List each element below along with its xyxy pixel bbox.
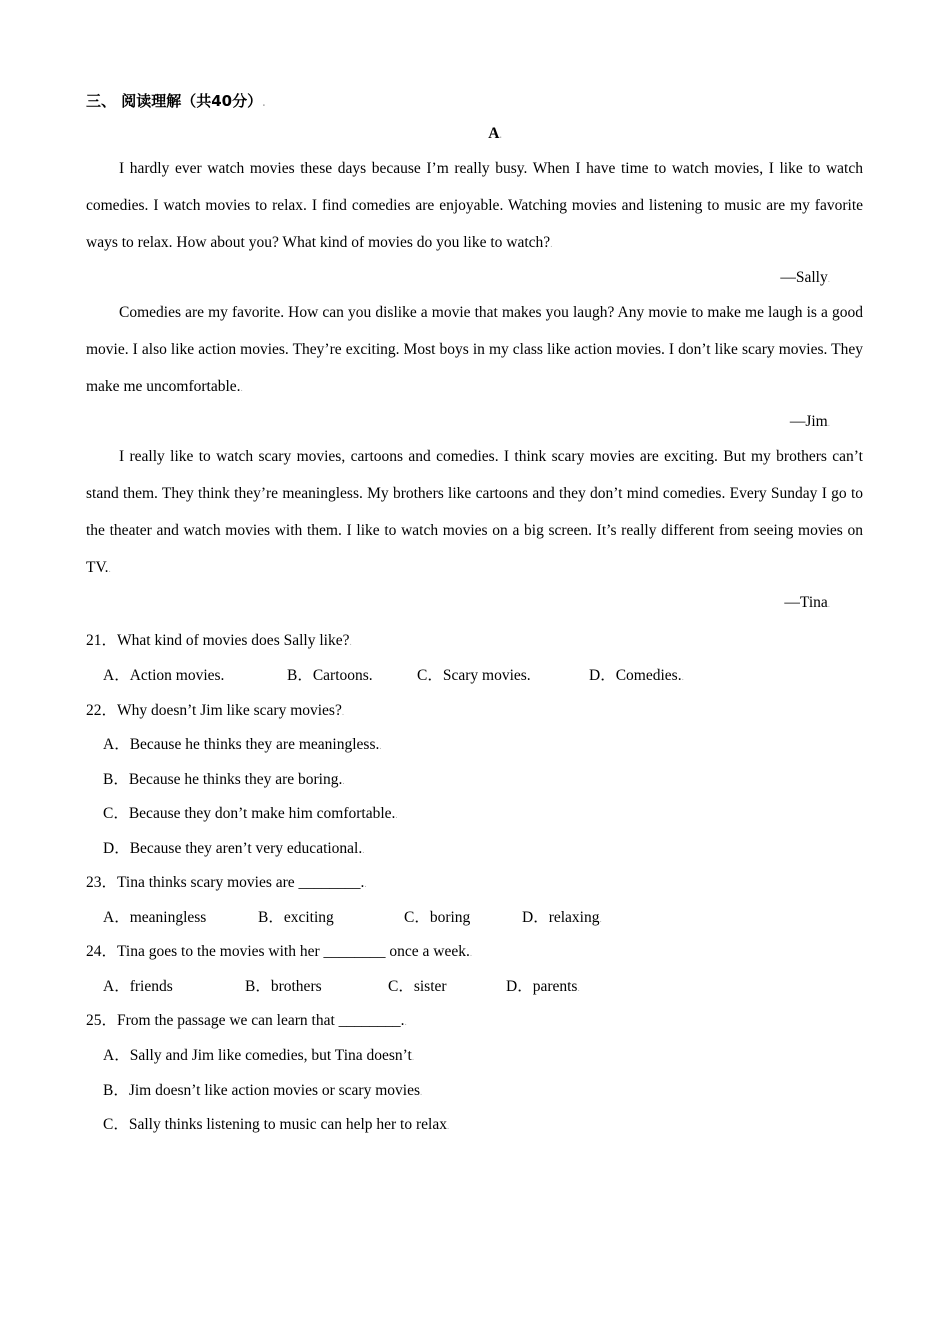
signature-sally: —Sally. [780,269,830,286]
question-25-option-c[interactable]: C．Sally thinks listening to music can help her to relax. [103,1116,450,1133]
question-24-stem: 24．Tina goes to the movies with her ________ once a week.. [86,943,473,960]
question-24-option-a[interactable]: A．friends [103,978,173,995]
passage-paragraph-sally: I hardly ever watch movies these days because I’m really busy. When I have time to watch movies, I like to watch comedies. I watch movies to relax. I find comedies are enjoyable. Watching movies and listening to music are my favorite ways to relax. How about you? What kind of movies do you like to watch?. [86,160,863,251]
passage-paragraph-tina: I really like to watch scary movies, cartoons and comedies. I think scary movies are exciting. But my brothers can’t stand them. They think they’re meaningless. My brothers like cartoons and they don’t mind comedies. Every Sunday I go to the theater and watch movies with them. I like to watch movies on a big screen. It’s really different from seeing movies on TV.. [86,448,863,576]
question-22-option-b[interactable]: B．Because he thinks they are boring.. [103,771,345,788]
question-23-option-a[interactable]: A．meaningless [103,909,207,926]
question-22-option-d[interactable]: D．Because they aren’t very educational.. [103,840,365,857]
question-21-option-b[interactable]: B．Cartoons. [287,667,373,684]
question-24-option-c[interactable]: C．sister [388,978,447,995]
question-22-option-a[interactable]: A．Because he thinks they are meaningless.. [103,736,382,753]
signature-jim: —Jim. [789,413,830,430]
passage-paragraph-jim: Comedies are my favorite. How can you dislike a movie that makes you laugh? Any movie to make me laugh is a good movie. I also like action movies. They’re exciting. Most boys in my class like action movies. I don’t like scary movies. They make me uncomfortable.. [86,304,863,395]
question-21-option-d[interactable]: D．Comedies.. [589,667,684,684]
question-25-option-a[interactable]: A．Sally and Jim like comedies, but Tina doesn’t. [103,1047,415,1064]
question-21-option-c[interactable]: C．Scary movies. [417,667,531,684]
question-25-option-b[interactable]: B．Jim doesn’t like action movies or scary movies. [103,1082,423,1099]
question-22-stem: 22．Why doesn’t Jim like scary movies?. [86,702,345,719]
question-24-option-b[interactable]: B．brothers [245,978,322,995]
question-25-stem: 25．From the passage we can learn that ________.. [86,1012,407,1029]
question-22-option-c[interactable]: C．Because they don’t make him comfortable.. [103,805,398,822]
question-23-option-b[interactable]: B．exciting [258,909,334,926]
passage-label: A. [488,125,502,142]
signature-tina: —Tina. [784,594,830,611]
question-21-stem: 21．What kind of movies does Sally like?. [86,632,352,649]
question-21-option-a[interactable]: A．Action movies. [103,667,225,684]
question-24-option-d[interactable]: D．parents. [506,978,580,995]
section-heading: 三、 阅读理解（共40分）. [86,92,266,110]
question-23-stem: 23．Tina thinks scary movies are ________.. [86,874,367,891]
question-23-option-c[interactable]: C．boring [404,909,471,926]
question-23-option-d[interactable]: D．relaxing. [522,909,602,926]
